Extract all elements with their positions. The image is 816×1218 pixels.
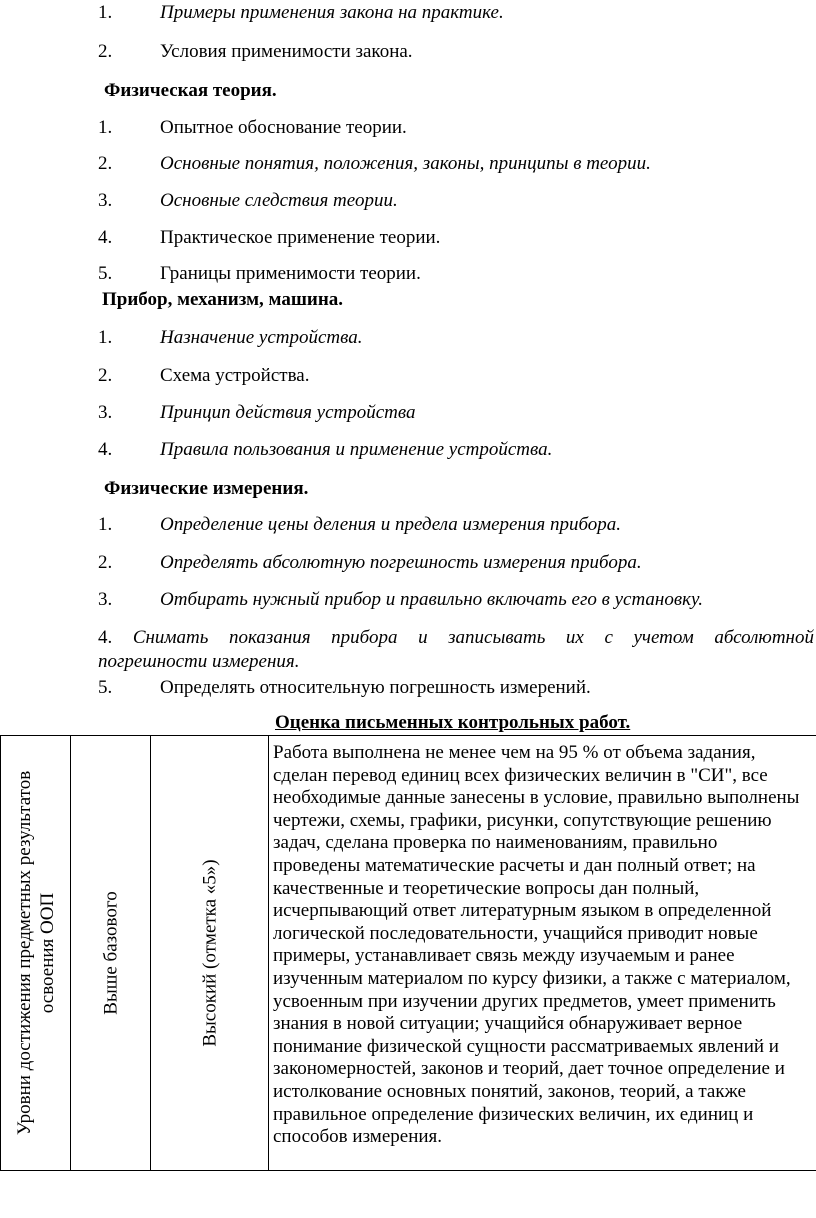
item-text: Примеры применения закона на практике. [160,2,504,23]
description-line: проведены математические расчеты и дан полный ответ; на [273,854,756,876]
level-category-line-1: Уровни достижения предметных результатов [13,770,35,1136]
item-number: 2. [98,41,113,62]
description-line: правильное определение физических величин, их единиц и [273,1103,754,1125]
item-number: 2. [98,552,113,573]
table-row [1,736,816,1171]
item-text: Назначение устройства. [160,327,363,348]
measurement-item-4 [98,627,814,649]
item-number: 1. [98,2,113,23]
item-text: Практическое применение теории. [160,227,441,248]
item-text: Определение цены деления и предела измерения прибора. [160,514,622,535]
item-number: 1. [98,327,113,348]
item-number: 5. [98,677,113,698]
description-line: сделан перевод единиц всех физических величин в "СИ", все [273,764,768,786]
item-word: учетом [633,627,694,648]
item-word: с [604,627,613,648]
measurement-heading: Физические измерения. [104,478,309,499]
description-line: необходимые данные занесены в условие, правильно выполнены [273,787,800,809]
item-text: Правила пользования и применение устройства. [160,439,553,460]
level-name-cell [71,736,151,1171]
description-line: исчерпывающий ответ литературным языком в определенной [273,900,772,922]
level-category-cell [1,736,71,1171]
description-line: знания в новой ситуации; учащийся обнаруживает верное [273,1013,743,1035]
theory-heading: Физическая теория. [104,80,277,101]
item-word: их [565,627,584,648]
item-text: Границы применимости теории. [160,263,421,284]
grade-cell [151,736,269,1171]
description-line: усвоенным при изучении других предметов, умеет применить [273,990,776,1012]
item-text: Отбирать нужный прибор и правильно включать его в установку. [160,589,703,610]
grading-table [0,735,816,1171]
description-line: чертежи, схемы, графики, рисунки, сопутствующие решению [273,809,772,831]
level-category-line-2: освоения ООП [36,892,58,1014]
item-text: Опытное обоснование теории. [160,117,407,138]
item-number: 2. [98,365,113,386]
grade-text: Высокий (отметка «5») [199,859,220,1047]
description-line: понимание физической сущности рассматриваемых явлений и [273,1035,779,1057]
description-line: изученным материалом по курсу физики, а также с материалом, [273,967,791,989]
table-title: Оценка письменных контрольных работ. [275,712,631,733]
description-line: задач, сделана проверка по наименованиям, правильно [273,832,718,854]
item-number: 1. [98,117,113,138]
item-word: Снимать [132,627,209,648]
item-text: Схема устройства. [160,365,310,386]
item-text: Определять относительную погрешность измерений. [160,677,591,698]
description-line: Работа выполнена не менее чем на 95 % от объема задания, [273,742,756,763]
item-number: 3. [98,589,113,610]
device-heading: Прибор, механизм, машина. [102,289,344,310]
description-text [269,736,816,1170]
item-number: 3. [98,402,113,423]
item-number: 3. [98,190,113,211]
description-line: истолкование основных понятий, законов, теорий, а также [273,1080,746,1102]
item-word: записывать [448,627,546,648]
description-line: способов измерения. [273,1126,443,1148]
item-text: Основные следствия теории. [160,190,398,211]
item-number: 4. [98,227,113,248]
item-number: 5. [98,263,113,284]
item-number: 4. [98,439,113,460]
item-text: Принцип действия устройства [160,402,416,423]
level-name-text: Выше базового [100,891,121,1015]
item-word: показания [229,627,311,648]
item-text: Основные понятия, положения, законы, принципы в теории. [160,153,651,174]
description-line: закономерностей, законов и теорий, дает точное определение и [273,1058,785,1080]
item-word: абсолютной [714,627,814,648]
item-number: 1. [98,514,113,535]
item-text: Условия применимости закона. [160,41,413,62]
item-number: 2. [98,153,113,174]
item-word: и [418,627,428,648]
description-line: качественные и теоретические вопросы дан полный, [273,877,700,899]
description-cell [269,736,816,1171]
measurement-item-4-continuation: погрешности измерения. [98,651,300,672]
description-line: примеры, устанавливает связь между изучаемым и ранее [273,945,735,967]
item-number: 4. [98,627,113,648]
level-category-text [13,771,59,1135]
item-word: прибора [331,627,398,648]
item-text: Определять абсолютную погрешность измерения прибора. [160,552,642,573]
description-line: логической последовательности, учащийся приводит новые [273,922,758,944]
